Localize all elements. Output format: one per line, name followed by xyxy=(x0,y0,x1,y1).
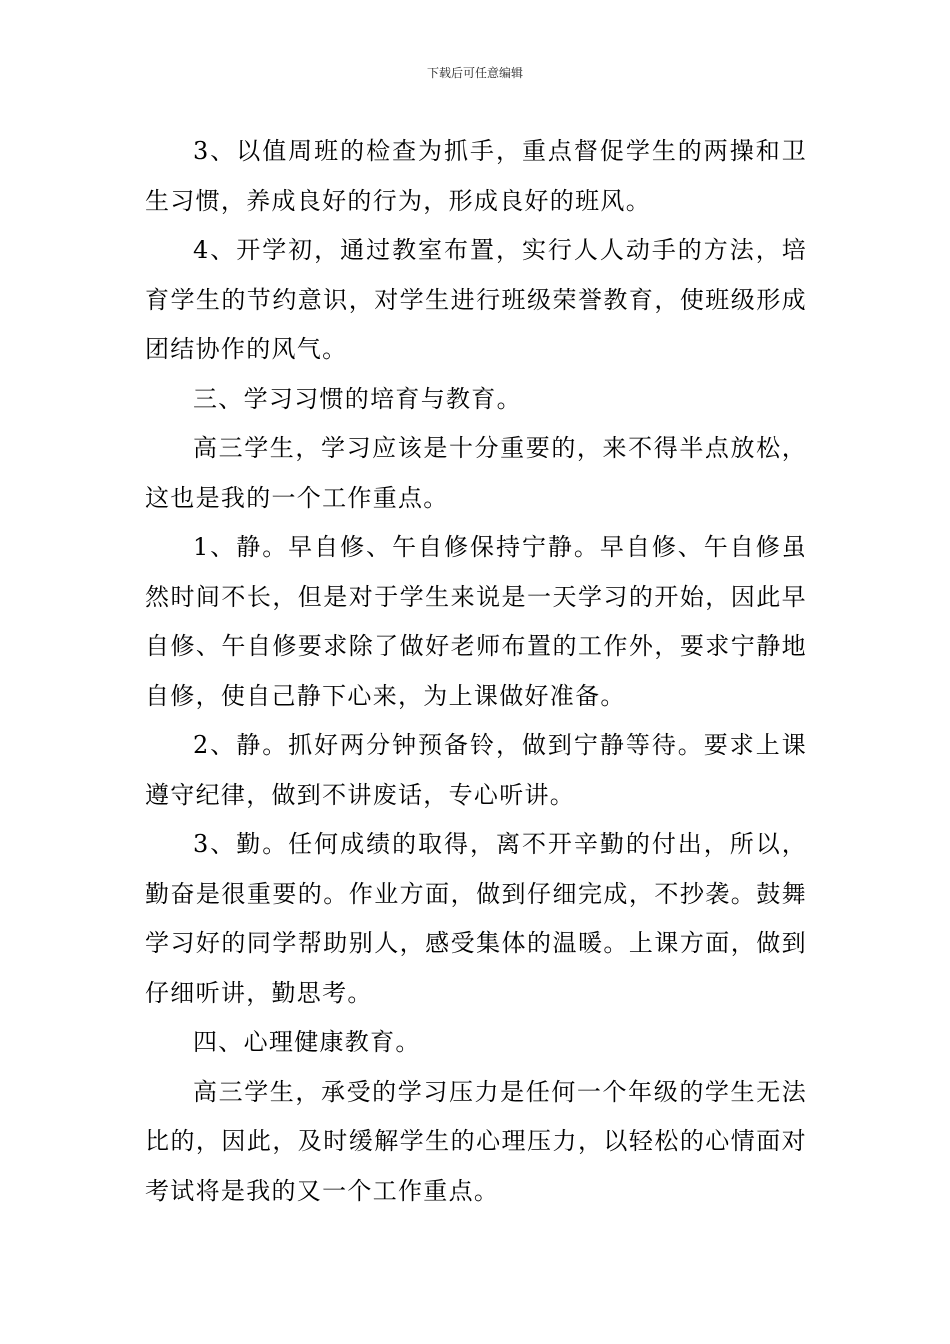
paragraph-diligence: 3、勤。任何成绩的取得，离不开辛勤的付出，所以，勤奋是很重要的。作业方面，做到仔细完成，不抄袭。鼓舞学习好的同学帮助别人，感受集体的温暖。上课方面，做到仔细听讲，勤思考。 xyxy=(145,830,807,1007)
document-body xyxy=(145,127,807,1216)
paragraph-routine-check: 3、以值周班的检查为抓手，重点督促学生的两操和卫生习惯，养成良好的行为，形成良好的班风。 xyxy=(145,137,807,215)
section-heading-mental-health: 四、心理健康教育。 xyxy=(193,1028,421,1056)
paragraph-classroom-setup: 4、开学初，通过教室布置，实行人人动手的方法，培育学生的节约意识，对学生进行班级荣誉教育，使班级形成团结协作的风气。 xyxy=(145,236,807,363)
paragraph-senior-study-focus: 高三学生，学习应该是十分重要的，来不得半点放松，这也是我的一个工作重点。 xyxy=(145,434,807,512)
section-heading-study-habits: 三、学习习惯的培育与教育。 xyxy=(193,384,522,413)
paragraph-stress-relief: 高三学生，承受的学习压力是任何一个年级的学生无法比的，因此，及时缓解学生的心理压力，以轻松的心情面对考试将是我的又一个工作重点。 xyxy=(145,1077,807,1205)
page-header-note: 下载后可任意编辑 xyxy=(426,66,523,80)
paragraph-quiet-self-study: 1、静。早自修、午自修保持宁静。早自修、午自修虽然时间不长，但是对于学生来说是一天学习的开始，因此早自修、午自修要求除了做好老师布置的工作外，要求宁静地自修，使自己静下心来，为上课做好准备。 xyxy=(145,533,807,710)
paragraph-quiet-bell: 2、静。抓好两分钟预备铃，做到宁静等待。要求上课遵守纪律，做到不讲废话，专心听讲。 xyxy=(145,731,807,809)
